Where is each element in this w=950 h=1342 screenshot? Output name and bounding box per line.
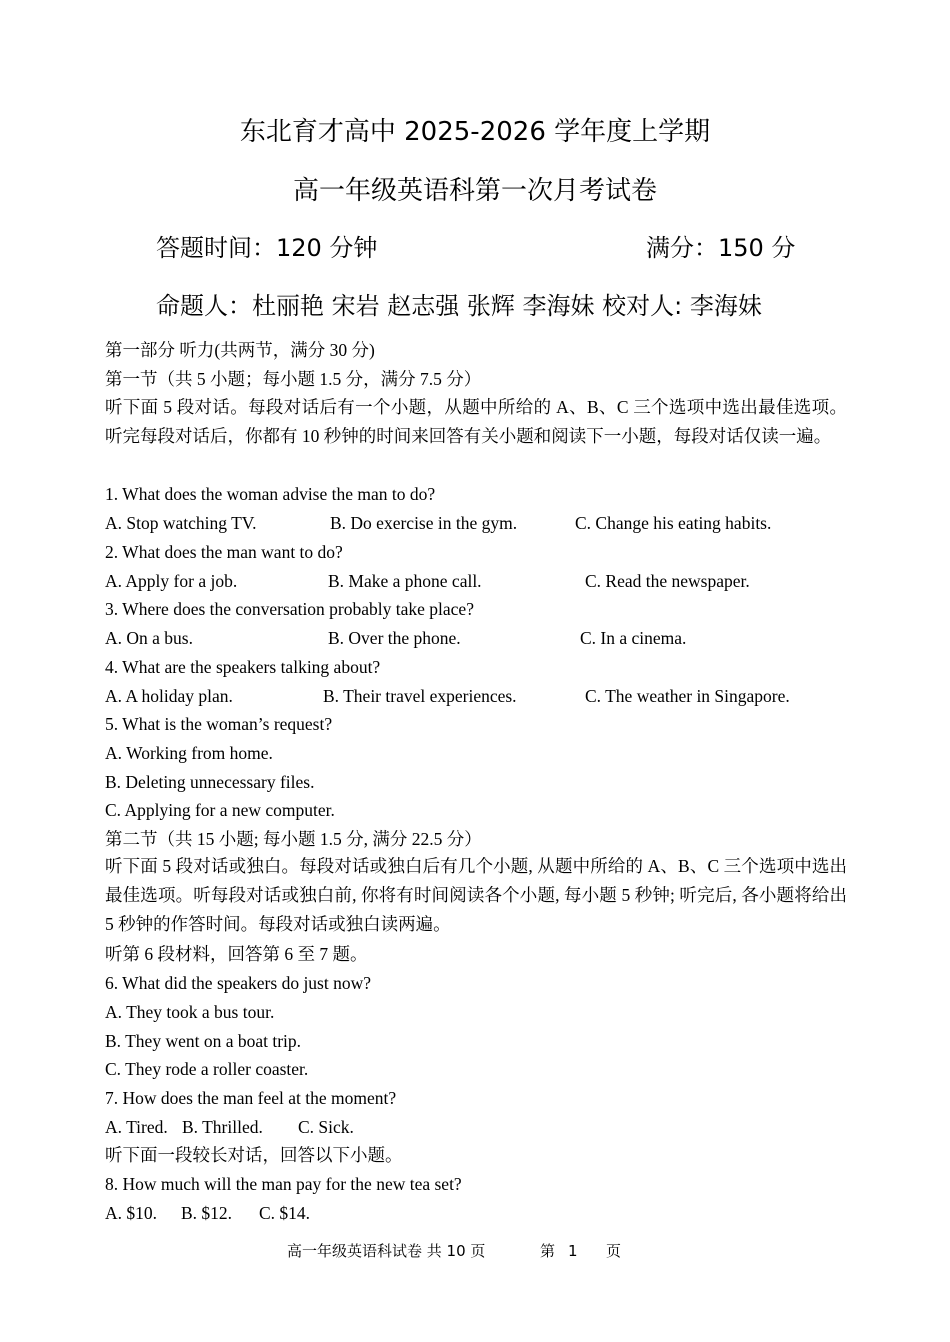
question-7-option-b: B. Thrilled. bbox=[182, 1117, 263, 1137]
question-1-option-c: C. Change his eating habits. bbox=[575, 513, 772, 533]
question-5: 5. What is the woman’s request? bbox=[105, 714, 333, 734]
exam-score-label: 满分：150 分 bbox=[646, 234, 796, 262]
question-6-option-b: B. They went on a boat trip. bbox=[105, 1031, 302, 1051]
question-5-option-b: B. Deleting unnecessary files. bbox=[105, 772, 315, 792]
footer-page-number: 1 bbox=[568, 1242, 578, 1260]
question-7-option-a: A. Tired. bbox=[105, 1117, 168, 1137]
section2-instructions: 听下面 5 段对话或独白。每段对话或独白后有几个小题, 从题中所给的 A、B、C 三个选项中选出最佳选项。听每段对话或独白前, 你将有时间阅读各个小题, 每小题 5 秒钟; 听完后, 各小题将给出 5 秒钟的作答时间。每段对话或独白读两遍。 bbox=[105, 856, 847, 934]
question-3-option-a: A. On a bus. bbox=[105, 628, 193, 648]
question-6: 6. What did the speakers do just now? bbox=[105, 973, 372, 993]
question-2-option-c: C. Read the newspaper. bbox=[585, 571, 750, 591]
question-8-option-b: B. $12. bbox=[181, 1203, 233, 1223]
question-8-option-a: A. $10. bbox=[105, 1203, 158, 1223]
question-2-option-b: B. Make a phone call. bbox=[328, 571, 482, 591]
material-6-instruction: 听第 6 段材料，回答第 6 至 7 题。 bbox=[105, 944, 368, 964]
question-7: 7. How does the man feel at the moment? bbox=[105, 1088, 397, 1108]
question-4-option-a: A. A holiday plan. bbox=[105, 686, 233, 706]
footer-page-suffix: 页 bbox=[606, 1242, 622, 1260]
section1-heading: 第一节（共 5 小题；每小题 1.5 分，满分 7.5 分） bbox=[105, 369, 482, 389]
question-2-option-a: A. Apply for a job. bbox=[105, 571, 238, 591]
question-3-option-c: C. In a cinema. bbox=[580, 628, 687, 648]
long-dialog-instruction: 听下面一段较长对话，回答以下小题。 bbox=[105, 1145, 403, 1165]
exam-title-line2: 高一年级英语科第一次月考试卷 bbox=[292, 176, 657, 206]
question-1: 1. What does the woman advise the man to do? bbox=[105, 484, 436, 504]
exam-time-label: 答题时间：120 分钟 bbox=[156, 234, 378, 262]
question-8-option-c: C. $14. bbox=[259, 1203, 311, 1223]
footer-page-prefix: 第 bbox=[540, 1242, 556, 1260]
question-7-option-c: C. Sick. bbox=[298, 1117, 354, 1137]
footer-page-info: 高一年级英语科试卷 共 10 页 bbox=[287, 1242, 486, 1260]
exam-title-line1: 东北育才高中 2025-2026 学年度上学期 bbox=[239, 117, 711, 147]
question-5-option-a: A. Working from home. bbox=[105, 743, 273, 763]
question-6-option-a: A. They took a bus tour. bbox=[105, 1002, 275, 1022]
question-4-option-c: C. The weather in Singapore. bbox=[585, 686, 790, 706]
question-1-option-b: B. Do exercise in the gym. bbox=[330, 513, 518, 533]
question-4: 4. What are the speakers talking about? bbox=[105, 657, 381, 677]
section1-instructions: 听下面 5 段对话。每段对话后有一个小题，从题中所给的 A、B、C 三个选项中选出最佳选项。听完每段对话后，你都有 10 秒钟的时间来回答有关小题和阅读下一小题，每段对话仅读一遍。 bbox=[105, 397, 847, 446]
section2-heading: 第二节（共 15 小题; 每小题 1.5 分, 满分 22.5 分） bbox=[105, 829, 482, 849]
question-5-option-c: C. Applying for a new computer. bbox=[105, 800, 335, 820]
part1-heading: 第一部分 听力(共两节，满分 30 分) bbox=[105, 340, 375, 360]
question-6-option-c: C. They rode a roller coaster. bbox=[105, 1059, 309, 1079]
question-8: 8. How much will the man pay for the new tea set? bbox=[105, 1174, 462, 1194]
question-4-option-b: B. Their travel experiences. bbox=[323, 686, 517, 706]
question-1-option-a: A. Stop watching TV. bbox=[105, 513, 257, 533]
question-3: 3. Where does the conversation probably take place? bbox=[105, 599, 474, 619]
question-2: 2. What does the man want to do? bbox=[105, 542, 343, 562]
question-3-option-b: B. Over the phone. bbox=[328, 628, 461, 648]
exam-authors: 命题人：杜丽艳 宋岩 赵志强 张辉 李海妹 校对人: 李海妹 bbox=[156, 292, 762, 320]
